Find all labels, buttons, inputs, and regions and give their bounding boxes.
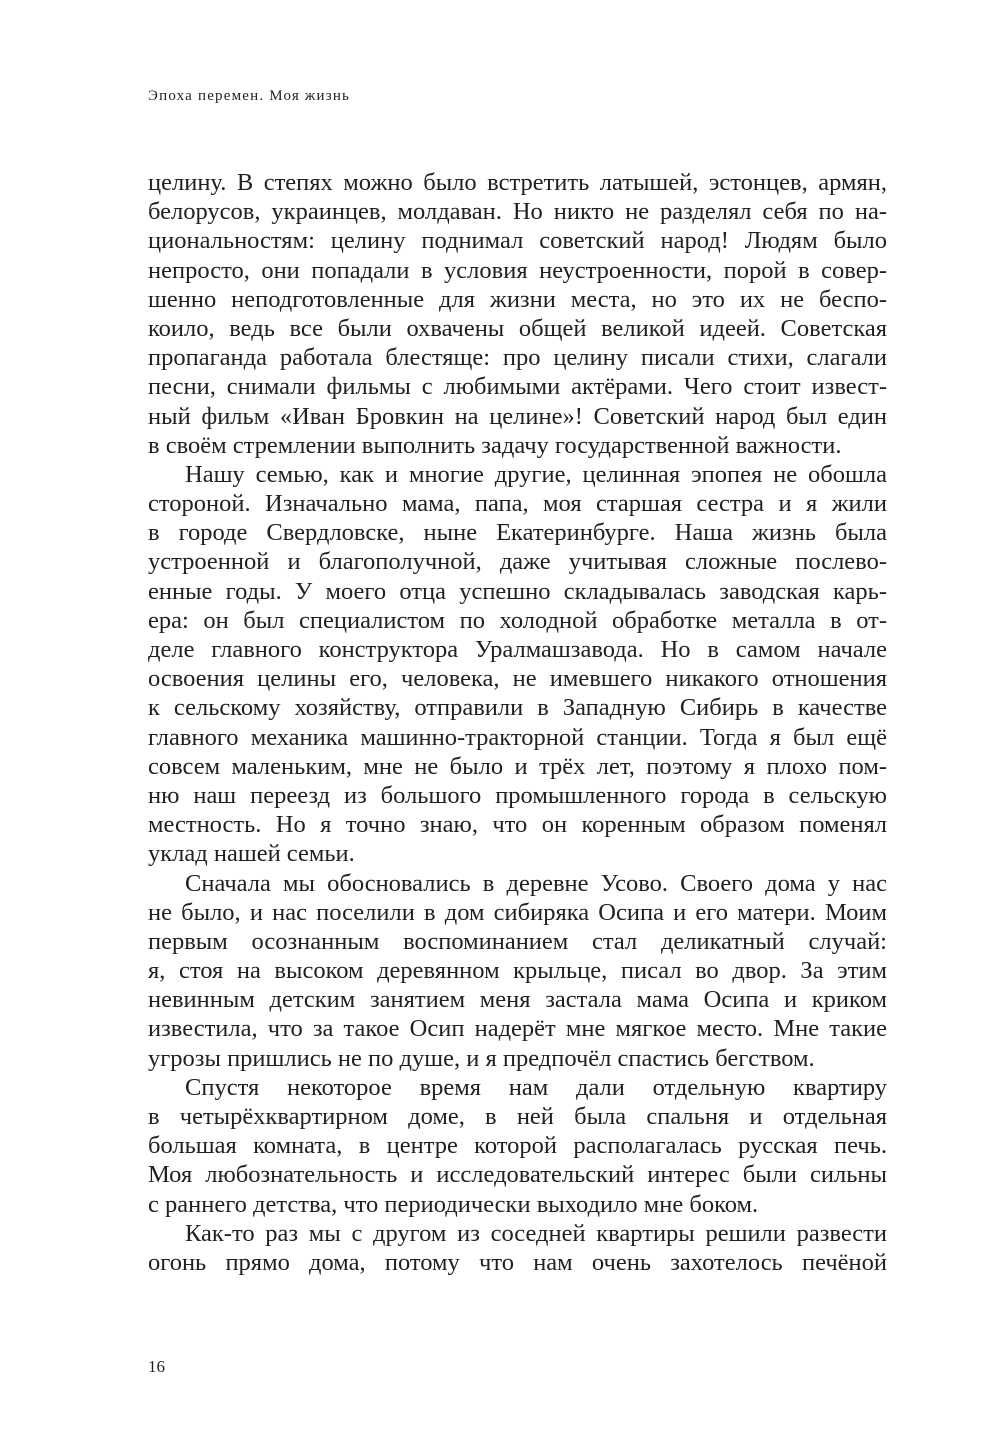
text-line: песни, снимали фильмы с любимыми актёрами. Чего стоит извест-	[148, 373, 887, 401]
text-line: ню наш переезд из большого промышленного города в сельскую	[148, 781, 887, 809]
text-line: в своём стремлении выполнить задачу государственной важности.	[148, 431, 842, 459]
text-line: ера: он был специалистом по холодной обработке металла в от-	[148, 606, 887, 634]
text-line: совсем маленьким, мне не было и трёх лет, поэтому я плохо пом-	[148, 752, 887, 780]
text-line: непросто, они попадали в условия неустроенности, порой в совер-	[148, 256, 887, 284]
text-line: пропаганда работала блестяще: про целину писали стихи, слагали	[148, 344, 887, 372]
page-number: 16	[148, 1357, 165, 1376]
text-line: шенно неподготовленные для жизни места, но это их не беспо-	[148, 285, 887, 313]
text-line: огонь прямо дома, потому что нам очень захотелось печёной	[148, 1248, 887, 1276]
text-line: к сельскому хозяйству, отправили в Западную Сибирь в качестве	[148, 694, 887, 722]
paragraph-start-line: Нашу семью, как и многие другие, целинная эпопея не обошла	[185, 460, 887, 488]
paragraph-start-line: Сначала мы обосновались в деревне Усово. Своего дома у нас	[185, 869, 887, 897]
paragraph-start-line: Как-то раз мы с другом из соседней квартиры решили развести	[185, 1219, 887, 1247]
text-line: местность. Но я точно знаю, что он коренным образом поменял	[148, 811, 887, 839]
text-line: освоения целины его, человека, не имевшего никакого отношения	[148, 665, 887, 693]
text-line: известила, что за такое Осип надерёт мне мягкое место. Мне такие	[148, 1015, 887, 1043]
text-line: коило, ведь все были охвачены общей великой идеей. Советская	[148, 314, 887, 342]
text-line: первым осознанным воспоминанием стал деликатный случай:	[148, 927, 887, 955]
body-text	[148, 168, 887, 1277]
text-line: енные годы. У моего отца успешно складывалась заводская карь-	[148, 577, 887, 605]
text-line: стороной. Изначально мама, папа, моя старшая сестра и я жили	[148, 490, 887, 518]
text-line: ный фильм «Иван Бровкин на целине»! Советский народ был един	[148, 402, 887, 430]
text-line: целину. В степях можно было встретить латышей, эстонцев, армян,	[148, 169, 887, 196]
text-line: главного механика машинно-тракторной станции. Тогда я был ещё	[148, 723, 887, 751]
text-line: я, стоя на высоком деревянном крыльце, писал во двор. За этим	[148, 957, 887, 985]
text-line: устроенной и благополучной, даже учитывая сложные послево-	[148, 548, 887, 576]
text-line: Моя любознательность и исследовательский интерес были сильны	[148, 1161, 887, 1189]
text-line: в четырёхквартирном доме, в ней была спальня и отдельная	[148, 1103, 887, 1130]
text-line: белорусов, украинцев, молдаван. Но никто не разделял себя по на-	[148, 198, 887, 226]
running-head: Эпоха перемен. Моя жизнь	[148, 88, 351, 104]
text-line: деле главного конструктора Уралмашзавода. Но в самом начале	[148, 636, 887, 663]
text-line: не было, и нас поселили в дом сибиряка Осипа и его матери. Моим	[148, 898, 887, 926]
paragraph-start-line: Спустя некоторое время нам дали отдельную квартиру	[185, 1073, 887, 1101]
text-line: невинным детским занятием меня застала мама Осипа и криком	[148, 986, 887, 1014]
text-line: циональностям: целину поднимал советский народ! Людям было	[148, 227, 887, 255]
text-line: большая комната, в центре которой располагалась русская печь.	[148, 1132, 887, 1160]
text-line: с раннего детства, что периодически выходило мне боком.	[148, 1190, 759, 1218]
text-line: в городе Свердловске, ныне Екатеринбурге. Наша жизнь была	[148, 519, 887, 547]
text-line: угрозы пришлись не по душе, и я предпочёл спастись бегством.	[148, 1044, 815, 1072]
text-line: уклад нашей семьи.	[148, 840, 355, 868]
